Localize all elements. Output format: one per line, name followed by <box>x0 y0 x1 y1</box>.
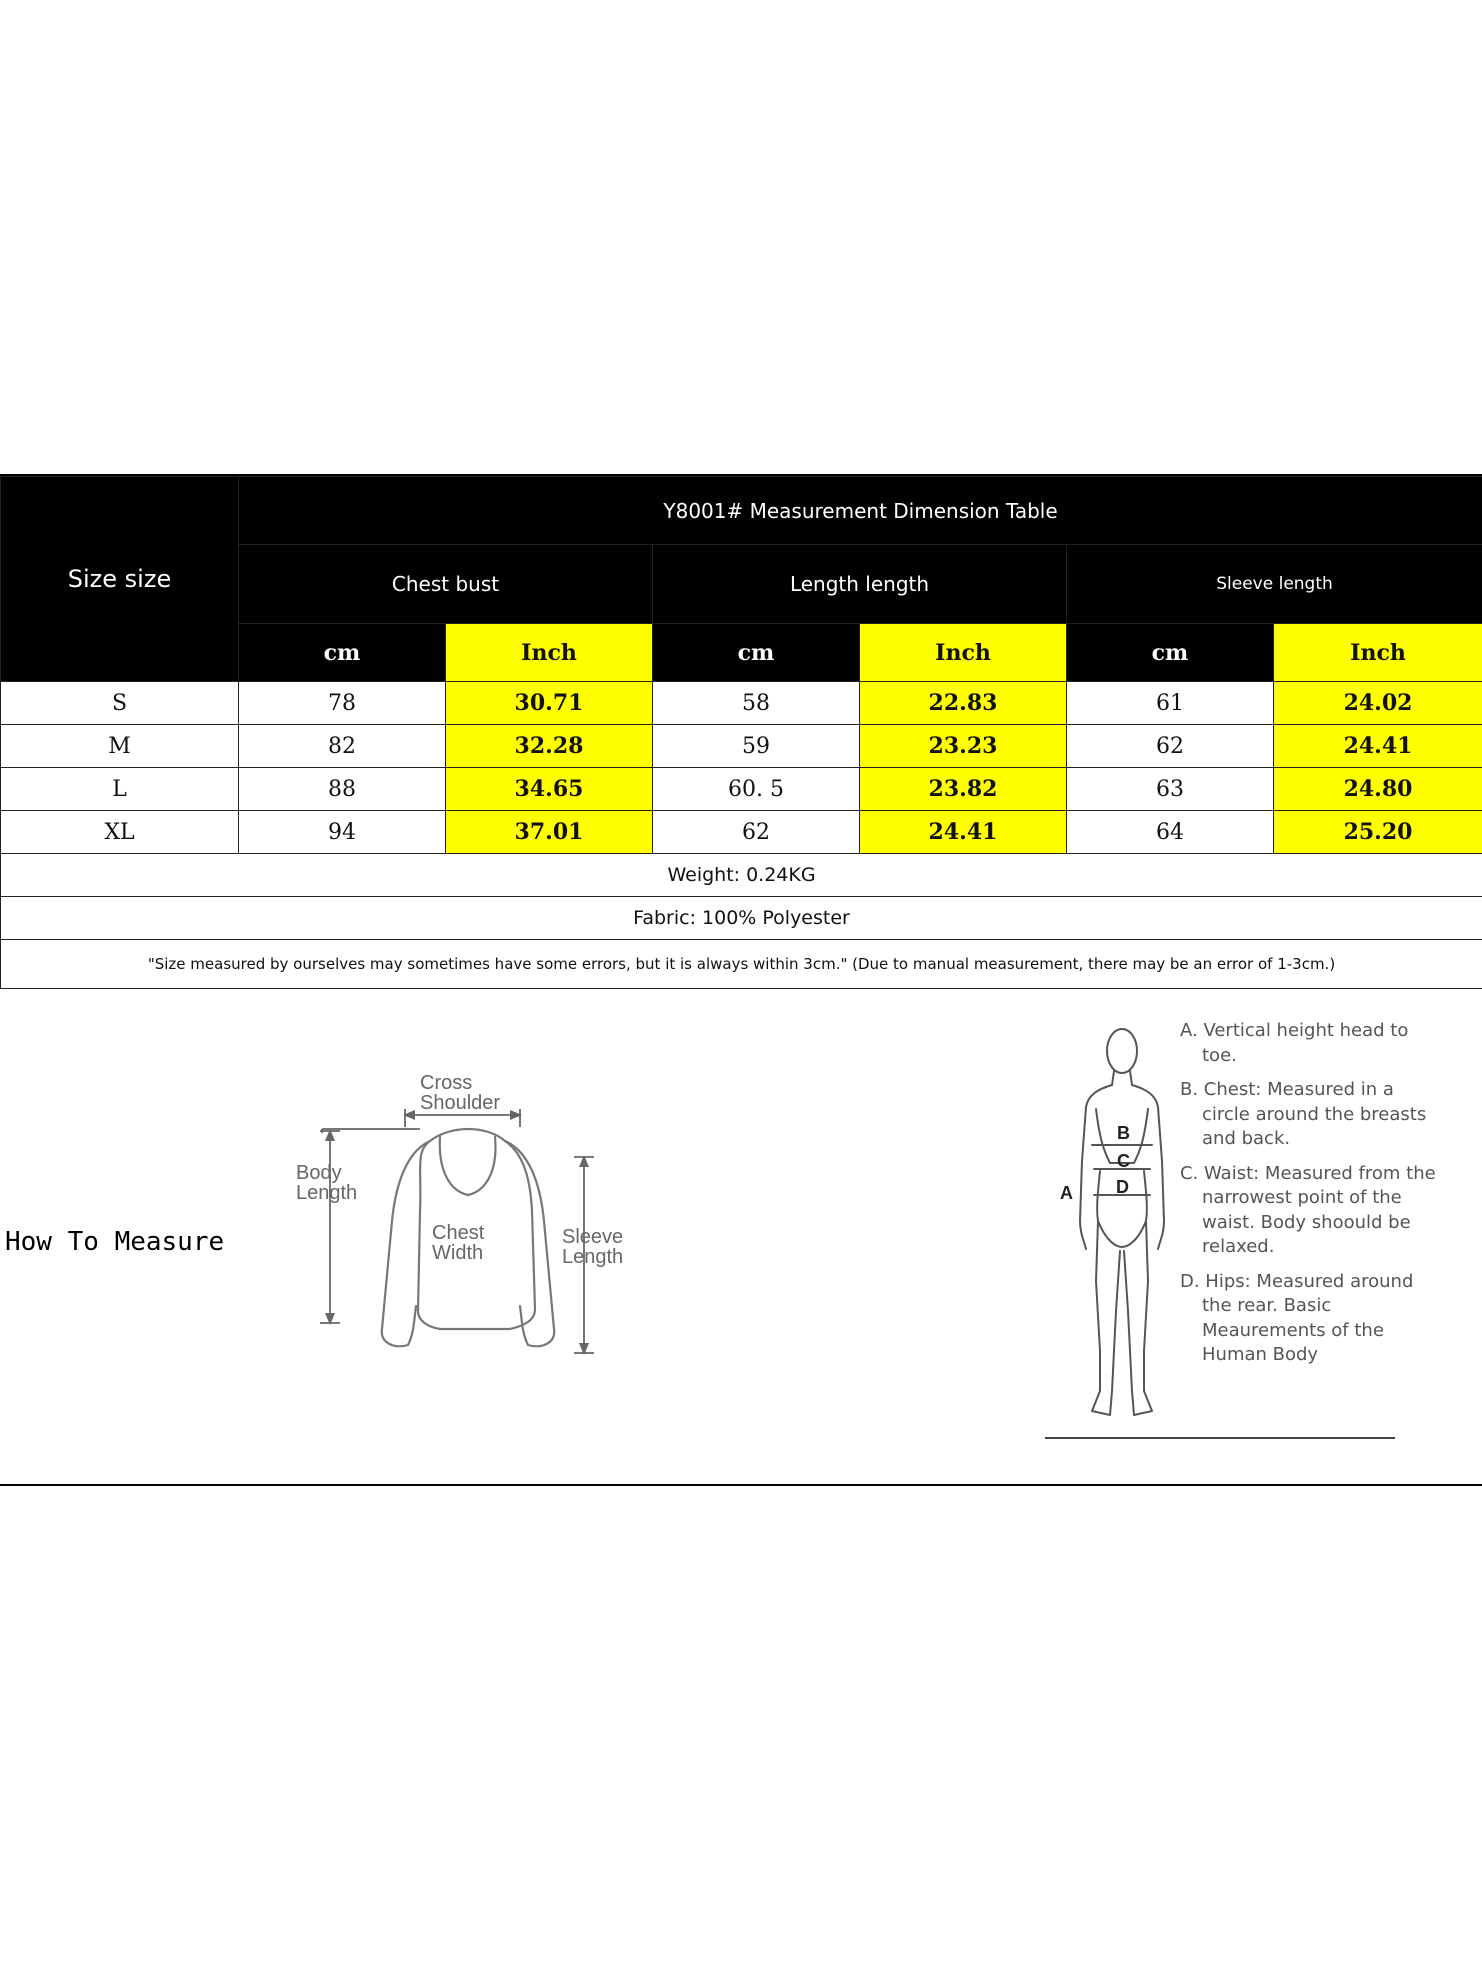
value-cell: 64 <box>1067 811 1274 854</box>
fabric-info: Fabric: 100% Polyester <box>1 897 1482 940</box>
value-cell: 24.41 <box>1274 725 1482 768</box>
figure-label-a: A <box>1060 1183 1073 1203</box>
table-row <box>1 811 1482 854</box>
value-cell: 62 <box>1067 725 1274 768</box>
body-length-label: Body <box>296 1162 342 1184</box>
size-chart <box>0 474 1482 1486</box>
value-cell: 94 <box>239 811 446 854</box>
value-cell: 34.65 <box>446 768 653 811</box>
value-cell: 22.83 <box>860 682 1067 725</box>
figure-label-c: C <box>1117 1151 1130 1171</box>
table-row <box>1 682 1482 725</box>
how-to-measure-section <box>0 989 1482 1484</box>
sweater-neckline <box>440 1137 496 1195</box>
value-cell: 63 <box>1067 768 1274 811</box>
value-cell: 88 <box>239 768 446 811</box>
size-header: Size size <box>1 477 239 682</box>
human-body-diagram <box>1050 1011 1180 1441</box>
unit-header: Inch <box>1274 624 1482 682</box>
legend-item-c: C. Waist: Measured from the narrowest point of the waist. Body shoould be relaxed. <box>1180 1162 1436 1257</box>
chest-width-label: Width <box>432 1242 484 1264</box>
group-header-length: Length length <box>653 545 1067 624</box>
table-title: Y8001# Measurement Dimension Table <box>239 477 1482 545</box>
group-header-chest: Chest bust <box>239 545 653 624</box>
value-cell: 62 <box>653 811 860 854</box>
unit-header: cm <box>1067 624 1274 682</box>
head <box>1107 1029 1137 1073</box>
value-cell: 32.28 <box>446 725 653 768</box>
size-cell: L <box>1 768 239 811</box>
value-cell: 78 <box>239 682 446 725</box>
group-header-sleeve: Sleeve length <box>1067 545 1482 624</box>
legend-underline <box>1045 1437 1395 1439</box>
value-cell: 23.82 <box>860 768 1067 811</box>
value-cell: 82 <box>239 725 446 768</box>
value-cell: 30.71 <box>446 682 653 725</box>
how-to-measure-heading: How To Measure <box>5 1227 225 1257</box>
cross-shoulder-label: Shoulder <box>420 1092 501 1114</box>
table-row <box>1 725 1482 768</box>
measurement-table <box>0 476 1482 989</box>
value-cell: 24.02 <box>1274 682 1482 725</box>
figure-label-b: B <box>1117 1123 1130 1143</box>
measurement-note: "Size measured by ourselves may sometimes have some errors, but it is always within 3cm." (Due to manual measurement, there may be an error of 1-3cm.) <box>1 940 1482 989</box>
sleeve-length-label: Length <box>562 1246 624 1268</box>
value-cell: 58 <box>653 682 860 725</box>
size-cell: S <box>1 682 239 725</box>
size-cell: M <box>1 725 239 768</box>
unit-header: cm <box>653 624 860 682</box>
value-cell: 25.20 <box>1274 811 1482 854</box>
legend-item-a: A. Vertical height head to toe. <box>1180 1020 1409 1066</box>
unit-header: cm <box>239 624 446 682</box>
measurement-legend <box>1180 1019 1440 1378</box>
figure-label-d: D <box>1116 1177 1129 1197</box>
body-length-label: Length <box>296 1182 358 1204</box>
legend-item-d: D. Hips: Measured around the rear. Basic Meaurements of the Human Body <box>1180 1270 1414 1365</box>
value-cell: 24.80 <box>1274 768 1482 811</box>
sleeve-length-label: Sleeve <box>562 1226 624 1248</box>
value-cell: 23.23 <box>860 725 1067 768</box>
sweater-right-sleeve <box>505 1141 554 1346</box>
weight-info: Weight: 0.24KG <box>1 854 1482 897</box>
table-row <box>1 768 1482 811</box>
sweater-diagram <box>290 1071 640 1371</box>
legend-item-b: B. Chest: Measured in a circle around the breasts and back. <box>1180 1079 1427 1149</box>
value-cell: 37.01 <box>446 811 653 854</box>
value-cell: 61 <box>1067 682 1274 725</box>
unit-header: Inch <box>860 624 1067 682</box>
value-cell: 60. 5 <box>653 768 860 811</box>
chest-width-label: Chest <box>432 1222 485 1244</box>
value-cell: 59 <box>653 725 860 768</box>
legs <box>1092 1221 1152 1415</box>
unit-header: Inch <box>446 624 653 682</box>
cross-shoulder-label: Cross <box>420 1072 473 1094</box>
size-cell: XL <box>1 811 239 854</box>
sweater-left-sleeve <box>382 1141 430 1346</box>
value-cell: 24.41 <box>860 811 1067 854</box>
